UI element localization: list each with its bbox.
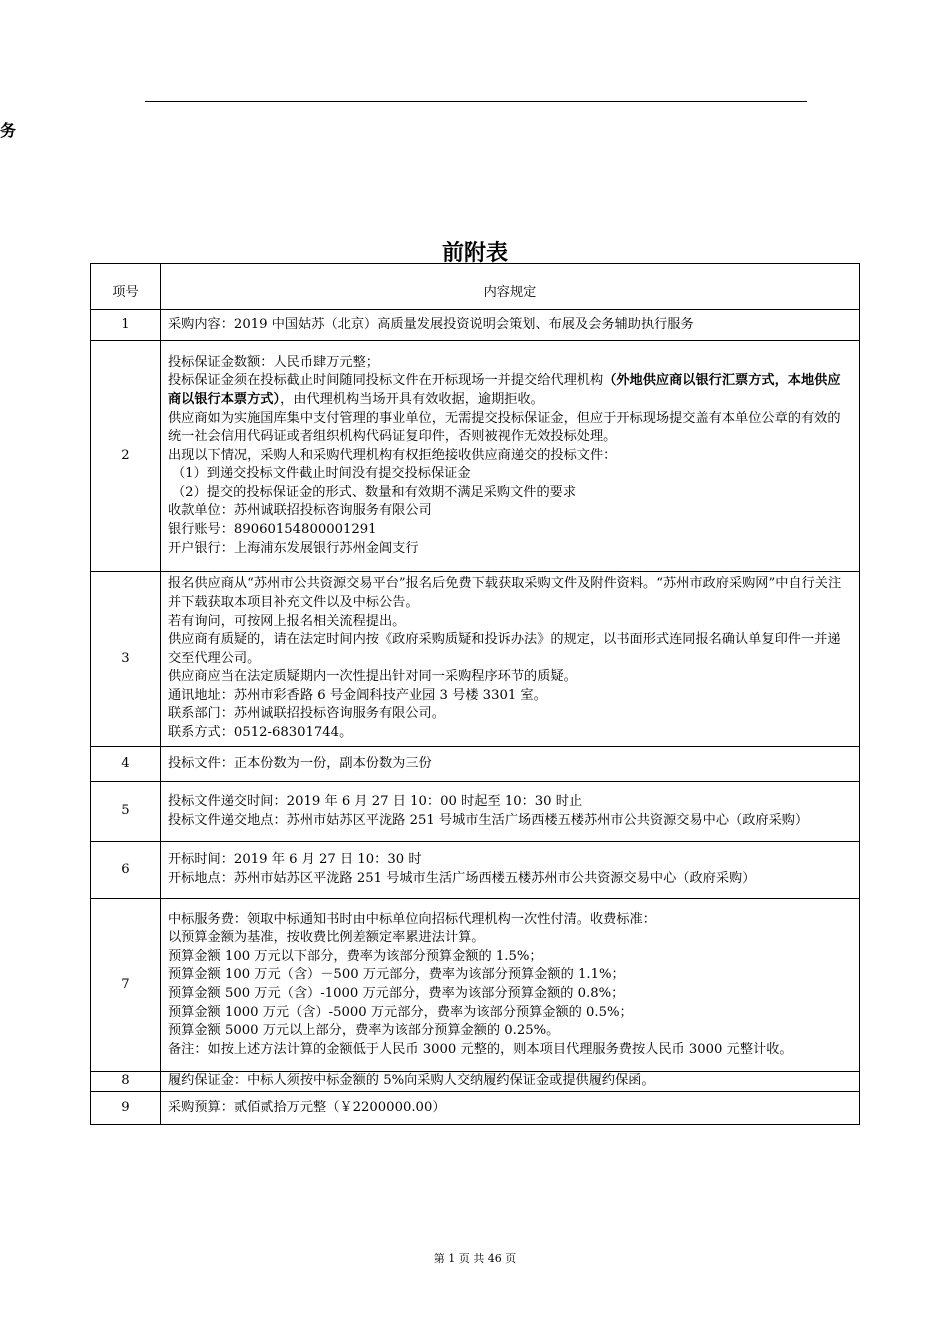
row-line: 联系方式：0512-68301744。: [168, 725, 353, 741]
row-content: [161, 842, 860, 899]
row-line: 银行账号：89060154800001291: [168, 522, 377, 538]
row-line: 报名供应商从“苏州市公共资源交易平台”报名后免费下载获取采购文件及附件资料。“苏州市政府采购网”中自行关注并下载获取本项目补充文件以及中标公告。: [168, 576, 842, 610]
table-row: [91, 341, 860, 572]
row-content: [161, 782, 860, 842]
row-line: 开标地点：苏州市姑苏区平泷路 251 号城市生活广场西楼五楼苏州市公共资源交易中心（政府采购）: [168, 871, 756, 886]
table-row: [91, 782, 860, 842]
row-line: 预算金额 1000 万元（含）-5000 万元部分，费率为该部分预算金额的 0.5%；: [168, 1004, 633, 1020]
row-line: 开户银行：上海浦东发展银行苏州金阊支行: [168, 540, 419, 556]
row-line: 投标文件递交时间：2019 年 6 月 27 日 10：00 时起至 10：30 时止: [168, 793, 583, 809]
row-num: 7: [91, 899, 161, 1072]
header-rule: [145, 101, 807, 102]
row-line: 备注：如按上述方法计算的金额低于人民币 3000 元整的，则本项目代理服务费按人民币 3000 元整计收。: [168, 1041, 793, 1057]
row-line: 开标时间：2019 年 6 月 27 日 10：30 时: [168, 852, 422, 868]
row-num: 8: [91, 1072, 161, 1092]
row-line: 投标保证金数额：人民币肆万元整；: [168, 354, 379, 370]
row-content: [161, 1072, 860, 1092]
row-line: 供应商应当在法定质疑期内一次性提出针对同一采购程序环节的质疑。: [168, 669, 577, 685]
table-header-row: [91, 264, 860, 310]
row-num: 9: [91, 1092, 161, 1125]
row-line: 联系部门：苏州诚联招投标咨询服务有限公司。: [168, 706, 445, 722]
row-line: 通讯地址：苏州市彩香路 6 号金阊科技产业园 3 号楼 3301 室。: [168, 687, 547, 703]
row-line: 中标服务费：领取中标通知书时由中标单位向招标代理机构一次性付清。收费标准：: [168, 911, 656, 927]
page-title: 前附表: [441, 241, 508, 266]
row-num: 5: [91, 782, 161, 842]
row-bold-text: （外地供应商以银行汇票方式，本地供应商以银行本票方式）: [168, 373, 841, 407]
row-line: 采购内容：2019 中国姑苏（北京）高质量发展投资说明会策划、布展及会务辅助执行服务: [168, 316, 694, 332]
page-footer: 第 1 页 共 46 页: [433, 1252, 517, 1265]
row-line: 以预算金额为基准，按收费比例差额定率累进法计算。: [168, 930, 485, 946]
row-line: 收款单位：苏州诚联招投标咨询服务有限公司: [168, 503, 432, 519]
row-line: 投标文件递交地点：苏州市姑苏区平泷路 251 号城市生活广场西楼五楼苏州市公共资源交易中心（政府采购）: [168, 812, 809, 828]
row-line: 预算金额 100 万元（含）－500 万元部分，费率为该部分预算金额的 1.1%；: [168, 967, 625, 983]
row-content: [161, 1092, 860, 1125]
front-attachment-table: [90, 263, 860, 1125]
row-content: [161, 572, 860, 747]
table-row: [91, 1092, 860, 1125]
row-line: 投标文件：正本份数为一份，副本份数为三份: [168, 755, 432, 771]
row-text: 投标保证金须在投标截止时间随同投标文件在开标现场一并提交给代理机构: [168, 373, 604, 389]
row-line: [168, 372, 852, 409]
row-line: 预算金额 500 万元（含）-1000 万元部分，费率为该部分预算金额的 0.8%；: [168, 986, 625, 1001]
row-line: 供应商如为实施国库集中支付管理的事业单位，无需提交投标保证金，但应于开标现场提交盖有本单位公章的有效的统一社会信用代码证或者组织机构代码证复印件，否则被视作无效投标处理。: [168, 410, 841, 445]
row-content: [161, 899, 860, 1072]
header-content: 内容规定: [161, 264, 860, 310]
row-line: 履约保证金：中标人须按中标金额的 5%向采购人交纳履约保证金或提供履约保函。: [168, 1073, 655, 1089]
row-content: [161, 747, 860, 782]
row-num: 3: [91, 572, 161, 747]
row-line: 预算金额 100 万元以下部分，费率为该部分预算金额的 1.5%；: [168, 948, 543, 964]
row-num: 2: [91, 341, 161, 572]
header-num: 项号: [91, 264, 161, 310]
row-line: 出现以下情况，采购人和采购代理机构有权拒绝接收供应商递交的投标文件：: [168, 447, 617, 463]
row-line: 若有询问，可按网上报名相关流程提出。: [168, 613, 406, 629]
row-num: 1: [91, 310, 161, 341]
table-row: [91, 572, 860, 747]
row-num: 4: [91, 747, 161, 782]
row-line: （2）提交的投标保证金的形式、数量和有效期不满足采购文件的要求: [172, 484, 577, 500]
row-line: （1）到递交投标文件截止时间没有提交投标保证金: [172, 466, 471, 482]
row-num: 6: [91, 842, 161, 899]
margin-cut-text: 务: [0, 121, 17, 140]
table-row: [91, 899, 860, 1072]
row-content: [161, 341, 860, 572]
table-row: [91, 747, 860, 782]
table-row: [91, 310, 860, 341]
table-row: [91, 1072, 860, 1092]
row-text: ，由代理机构当场开具有效收据，逾期拒收。: [280, 391, 544, 407]
table-row: [91, 842, 860, 899]
row-line: 预算金额 5000 万元以上部分，费率为该部分预算金额的 0.25%。: [168, 1023, 560, 1039]
row-content: [161, 310, 860, 341]
row-line: 供应商有质疑的，请在法定时间内按《政府采购质疑和投诉办法》的规定，以书面形式连同报名确认单复印件一并递交至代理公司。: [168, 632, 841, 666]
row-line: 采购预算：贰佰贰拾万元整（￥2200000.00）: [168, 1099, 446, 1115]
